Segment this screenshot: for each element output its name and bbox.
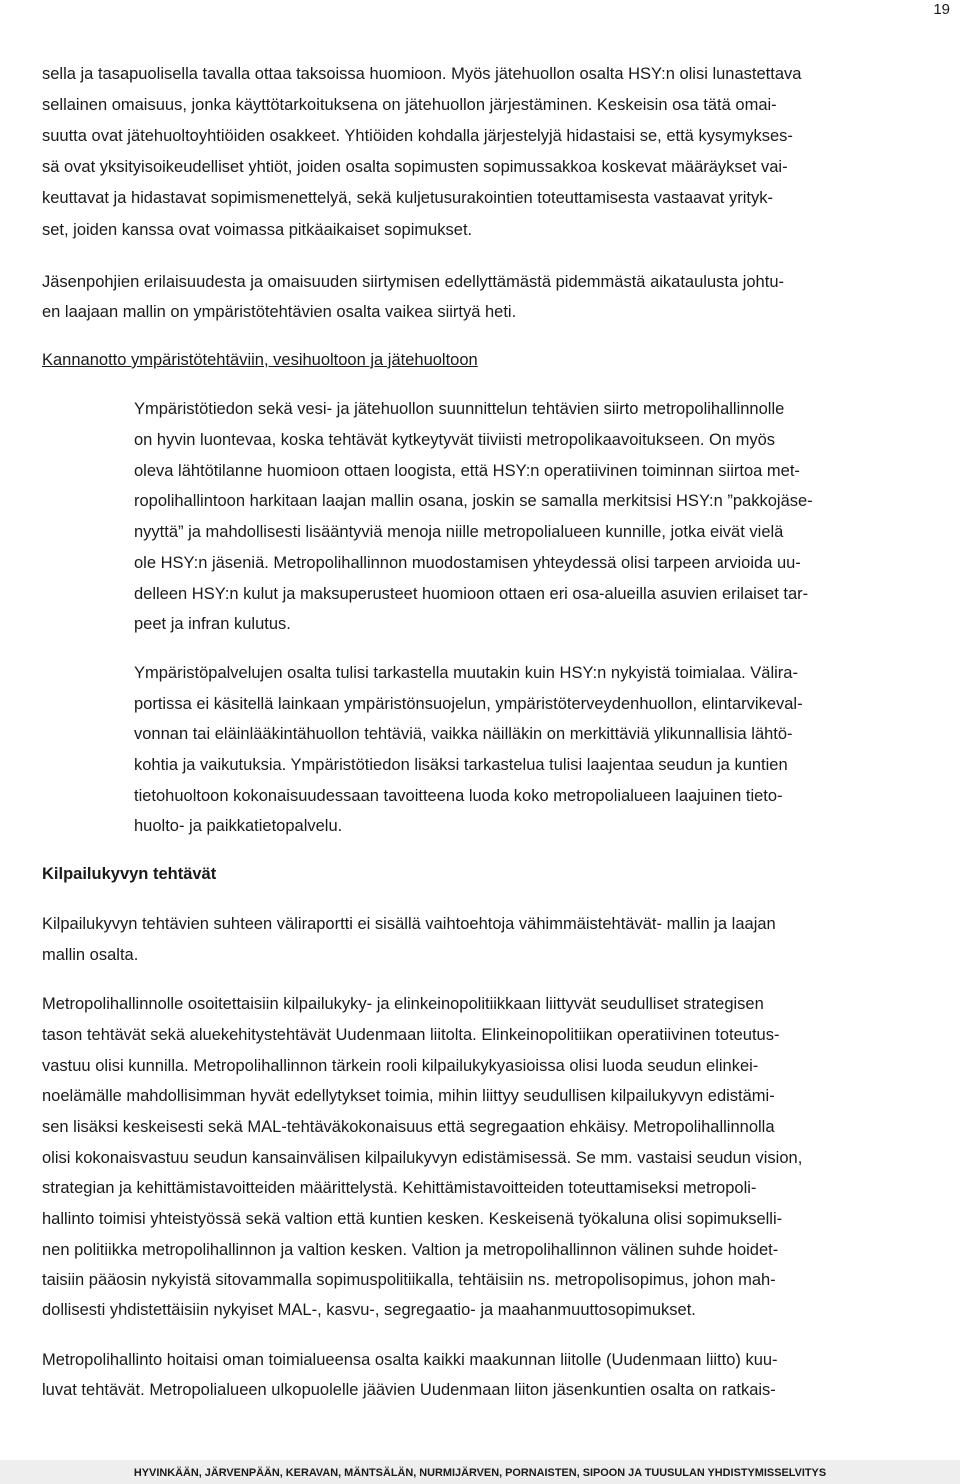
indented-text-line: vonnan tai eläinlääkintähuollon tehtäviä, vaikka näilläkin on merkittäviä ylikunnallisia lähtö- xyxy=(134,725,793,743)
indented-text-line: Ympäristöpalvelujen osalta tulisi tarkastella muutakin kuin HSY:n nykyistä toimialaa. Välira- xyxy=(134,664,798,682)
text-line: noelämälle mahdollisimman hyvät edellytykset toimia, mihin liittyy seudullisen kilpailukyvyn edistämi- xyxy=(42,1087,775,1105)
indented-text-line: on hyvin luontevaa, koska tehtävät kytkeytyvät tiiviisti metropolikaavoitukseen. On myös xyxy=(134,431,776,449)
text-line: sellainen omaisuus, jonka käyttötarkoituksena on jätehuollon järjestäminen. Keskeisin osa tätä omai- xyxy=(42,96,777,114)
text-line: sella ja tasapuolisella tavalla ottaa taksoissa huomioon. Myös jätehuollon osalta HSY:n olisi lunastettava xyxy=(42,65,802,83)
text-line: mallin osalta. xyxy=(42,946,139,964)
text-line: tason tehtävät sekä aluekehitystehtävät Uudenmaan liitolta. Elinkeinopolitiikan operatiivinen toteutus- xyxy=(42,1026,780,1044)
text-line: nen politiikka metropolihallinnon ja valtion kesken. Valtion ja metropolihallinnon välinen suhde hoidet- xyxy=(42,1241,779,1259)
indented-text-line: huolto- ja paikkatietopalvelu. xyxy=(134,817,343,835)
text-line: Kilpailukyvyn tehtävien suhteen väliraportti ei sisällä vaihtoehtoja vähimmäistehtävät- mallin ja laajan xyxy=(42,915,776,933)
text-line: vastuu olisi kunnilla. Metropolihallinnon tärkein rooli kilpailukykyasioissa olisi luoda seudun elinkei- xyxy=(42,1057,759,1075)
text-line: Metropolihallinto hoitaisi oman toimialueensa osalta kaikki maakunnan liitolle (Uudenmaan liitto) kuu- xyxy=(42,1351,778,1369)
indented-text-line: tietohuoltoon kokonaisuudessaan tavoitteena luoda koko metropolialueen laajuinen tieto- xyxy=(134,787,783,805)
text-line: hallinto toimisi yhteistyössä sekä valtion että kuntien kesken. Keskeisenä työkaluna olisi sopimukselli- xyxy=(42,1210,783,1228)
text-line: en laajaan mallin on ympäristötehtävien osalta vaikea siirtyä heti. xyxy=(42,303,517,321)
indented-text-line: delleen HSY:n kulut ja maksuperusteet huomioon ottaen eri osa-alueilla asuvien erilaiset tar- xyxy=(134,585,809,603)
text-line: set, joiden kanssa ovat voimassa pitkäaikaiset sopimukset. xyxy=(42,221,473,239)
text-line: strategian ja kehittämistavoitteiden määrittelystä. Kehittämistavoitteiden toteuttamiseksi metropoli- xyxy=(42,1179,757,1197)
text-line: luvat tehtävät. Metropolialueen ulkopuolelle jäävien Uudenmaan liiton jäsenkuntien osalta on ratkais- xyxy=(42,1381,776,1399)
text-line: sä ovat yksityisoikeudelliset yhtiöt, joiden osalta sopimusten sopimussakkoa koskevat määräykset vai- xyxy=(42,158,788,176)
indented-text-line: peet ja infran kulutus. xyxy=(134,615,291,633)
indented-text-line: oleva lähtötilanne huomioon ottaen loogista, että HSY:n operatiivinen toiminnan siirtoa met- xyxy=(134,462,800,480)
text-line: Jäsenpohjien erilaisuudesta ja omaisuuden siirtymisen edellyttämästä pidemmästä aikataulusta johtu- xyxy=(42,273,784,291)
text-line: sen lisäksi keskeisesti sekä MAL-tehtäväkokonaisuus että segregaation ehkäisy. Metropolihallinnolla xyxy=(42,1118,775,1136)
text-line: keuttavat ja hidastavat sopimismenettelyä, sekä kuljetusurakointien toteuttamisesta vastaavat yrityk- xyxy=(42,189,773,207)
section-heading: Kannanotto ympäristötehtäviin, vesihuoltoon ja jätehuoltoon xyxy=(42,351,478,369)
indented-text-line: Ympäristötiedon sekä vesi- ja jätehuollon suunnittelun tehtävien siirto metropolihallinnolle xyxy=(134,400,785,418)
footer-text: HYVINKÄÄN, JÄRVENPÄÄN, KERAVAN, MÄNTSÄLÄN, NURMIJÄRVEN, PORNAISTEN, SIPOON JA TUUSULAN YHDISTYMISSELVITYS xyxy=(133,1467,827,1479)
section-heading: Kilpailukyvyn tehtävät xyxy=(42,865,217,883)
text-line: Metropolihallinnolle osoitettaisiin kilpailukyky- ja elinkeinopolitiikkaan liittyvät seudulliset strategisen xyxy=(42,995,764,1013)
indented-text-line: ropolihallintoon harkitaan laajan mallin osana, joskin se samalla merkitsisi HSY:n ”pakkojäse- xyxy=(134,492,813,510)
indented-text-line: nyyttä” ja mahdollisesti lisääntyviä menoja niille metropolialueen kunnille, jotka eivät vielä xyxy=(134,523,784,541)
indented-text-line: kohtia ja vaikutuksia. Ympäristötiedon lisäksi tarkastelua tulisi laajentaa seudun ja kuntien xyxy=(134,756,788,774)
text-line: dollisesti yhdistettäisiin nykyiset MAL-, kasvu-, segregaatio- ja maahanmuuttosopimukset. xyxy=(42,1301,696,1319)
text-line: suutta ovat jätehuoltoyhtiöiden osakkeet. Yhtiöiden kohdalla järjestelyjä hidastaisi se, että kysymykses- xyxy=(42,127,793,145)
page-number: 19 xyxy=(933,1,950,18)
text-line: taisiin pääosin nykyistä sitovammalla sopimuspolitiikalla, tehtäisiin ns. metropolisopimus, johon mah- xyxy=(42,1271,776,1289)
indented-text-line: portissa ei käsitellä lainkaan ympäristönsuojelun, ympäristöterveydenhuollon, elintarvikeval- xyxy=(134,695,803,713)
indented-text-line: ole HSY:n jäseniä. Metropolihallinnon muodostamisen yhteydessä olisi tarpeen arvioida uu- xyxy=(134,554,801,572)
text-line: olisi kokonaisvastuu seudun kansainvälisen kilpailukyvyn edistämisessä. Se mm. vastaisi seudun vision, xyxy=(42,1149,803,1167)
